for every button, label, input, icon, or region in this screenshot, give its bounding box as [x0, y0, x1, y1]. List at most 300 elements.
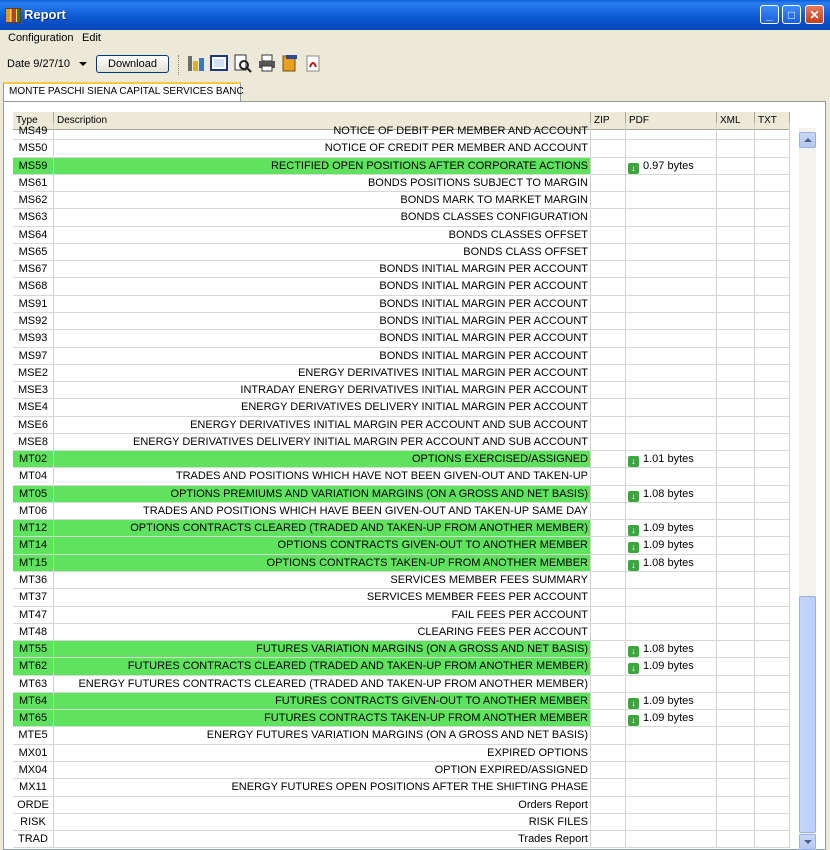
- maximize-button[interactable]: □: [782, 5, 801, 24]
- pdf-size-link[interactable]: 0.97 bytes: [643, 159, 694, 172]
- row-type: MX11: [13, 779, 54, 795]
- row-xml: [717, 140, 755, 156]
- table-row[interactable]: [13, 658, 790, 675]
- row-zip: [591, 434, 626, 450]
- row-txt: [755, 123, 790, 139]
- row-pdf: [626, 779, 717, 795]
- row-type: MT48: [13, 624, 54, 640]
- row-description: OPTIONS CONTRACTS CLEARED (TRADED AND TAKEN-UP FROM ANOTHER MEMBER): [54, 520, 591, 536]
- row-xml: [717, 451, 755, 467]
- table-row[interactable]: [13, 417, 790, 434]
- row-zip: [591, 555, 626, 571]
- pdf-size-link[interactable]: 1.08 bytes: [643, 643, 694, 656]
- row-xml: [717, 365, 755, 381]
- row-xml: [717, 641, 755, 657]
- scroll-thumb[interactable]: [799, 596, 816, 833]
- row-pdf: [626, 278, 717, 294]
- row-xml: [717, 278, 755, 294]
- row-type: MT62: [13, 658, 54, 674]
- table-row[interactable]: [13, 330, 790, 347]
- row-type: MT37: [13, 589, 54, 605]
- table-row[interactable]: [13, 296, 790, 313]
- row-zip: [591, 451, 626, 467]
- table-row[interactable]: [13, 572, 790, 589]
- row-txt: [755, 779, 790, 795]
- row-zip: [591, 365, 626, 381]
- pdf-size-link[interactable]: 1.09 bytes: [643, 694, 694, 707]
- row-pdf: [626, 330, 717, 346]
- row-txt: [755, 296, 790, 312]
- row-zip: [591, 762, 626, 778]
- row-txt: [755, 745, 790, 761]
- col-pdf[interactable]: PDF: [626, 112, 717, 129]
- row-pdf: [626, 192, 717, 208]
- table-row[interactable]: [13, 503, 790, 520]
- table-row[interactable]: [13, 745, 790, 762]
- row-description: BONDS CLASSES CONFIGURATION: [54, 209, 591, 225]
- row-pdf: [626, 745, 717, 761]
- row-txt: [755, 589, 790, 605]
- tools-icon[interactable]: [186, 53, 206, 73]
- row-description: BONDS INITIAL MARGIN PER ACCOUNT: [54, 348, 591, 364]
- table-row[interactable]: [13, 209, 790, 226]
- row-xml: [717, 520, 755, 536]
- row-txt: [755, 227, 790, 243]
- table-row[interactable]: [13, 140, 790, 157]
- row-description: FUTURES CONTRACTS TAKEN-UP FROM ANOTHER MEMBER: [54, 710, 591, 726]
- row-txt: [755, 555, 790, 571]
- row-zip: [591, 209, 626, 225]
- row-pdf: [626, 503, 717, 519]
- pdf-size-link[interactable]: 1.09 bytes: [643, 660, 694, 673]
- row-txt: [755, 572, 790, 588]
- row-txt: [755, 693, 790, 709]
- row-xml: [717, 607, 755, 623]
- row-description: BONDS INITIAL MARGIN PER ACCOUNT: [54, 278, 591, 294]
- minimize-button[interactable]: _: [760, 5, 779, 24]
- row-txt: [755, 607, 790, 623]
- row-description: EXPIRED OPTIONS: [54, 745, 591, 761]
- download-icon[interactable]: ↓: [628, 491, 639, 502]
- row-zip: [591, 693, 626, 709]
- row-type: MS62: [13, 192, 54, 208]
- table-row[interactable]: [13, 123, 790, 140]
- table-row[interactable]: [13, 555, 790, 572]
- row-txt: [755, 468, 790, 484]
- row-zip: [591, 520, 626, 536]
- row-pdf: [626, 227, 717, 243]
- row-type: MT63: [13, 676, 54, 692]
- row-pdf: [626, 641, 717, 657]
- row-txt: [755, 520, 790, 536]
- menu-edit[interactable]: Edit: [82, 32, 101, 44]
- row-type: MT05: [13, 486, 54, 502]
- row-zip: [591, 658, 626, 674]
- row-pdf: [626, 348, 717, 364]
- row-txt: [755, 348, 790, 364]
- row-zip: [591, 140, 626, 156]
- row-zip: [591, 607, 626, 623]
- row-txt: [755, 503, 790, 519]
- row-pdf: [626, 555, 717, 571]
- row-description: BONDS INITIAL MARGIN PER ACCOUNT: [54, 330, 591, 346]
- row-pdf: [626, 175, 717, 191]
- close-button[interactable]: ✕: [805, 5, 824, 24]
- pdf-size-link[interactable]: 1.09 bytes: [643, 712, 694, 725]
- row-type: MS65: [13, 244, 54, 260]
- table-row[interactable]: [13, 624, 790, 641]
- row-zip: [591, 814, 626, 830]
- row-description: NOTICE OF CREDIT PER MEMBER AND ACCOUNT: [54, 140, 591, 156]
- row-type: MT04: [13, 468, 54, 484]
- row-description: INTRADAY ENERGY DERIVATIVES INITIAL MARGIN PER ACCOUNT: [54, 382, 591, 398]
- date-selector[interactable]: Date 9/27/10: [7, 58, 70, 70]
- row-pdf: [626, 244, 717, 260]
- row-description: RECTIFIED OPEN POSITIONS AFTER CORPORATE ACTIONS: [54, 158, 591, 174]
- row-txt: [755, 244, 790, 260]
- row-description: BONDS MARK TO MARKET MARGIN: [54, 192, 591, 208]
- row-pdf: [626, 607, 717, 623]
- table-row[interactable]: [13, 486, 790, 503]
- col-txt[interactable]: TXT: [755, 112, 790, 129]
- row-zip: [591, 192, 626, 208]
- row-type: MS68: [13, 278, 54, 294]
- table-row[interactable]: [13, 779, 790, 796]
- row-xml: [717, 123, 755, 139]
- row-txt: [755, 831, 790, 847]
- table-row[interactable]: [13, 520, 790, 537]
- table-row[interactable]: [13, 313, 790, 330]
- row-zip: [591, 537, 626, 553]
- row-pdf: [626, 486, 717, 502]
- pdf-size-link[interactable]: 1.08 bytes: [643, 487, 694, 500]
- row-xml: [717, 261, 755, 277]
- row-xml: [717, 296, 755, 312]
- row-description: OPTIONS CONTRACTS TAKEN-UP FROM ANOTHER MEMBER: [54, 555, 591, 571]
- row-txt: [755, 192, 790, 208]
- chevron-down-icon[interactable]: [79, 62, 87, 66]
- row-zip: [591, 244, 626, 260]
- tab-strip: [0, 82, 830, 102]
- download-icon[interactable]: ↓: [628, 525, 639, 536]
- row-description: ENERGY DERIVATIVES DELIVERY INITIAL MARGIN PER ACCOUNT: [54, 399, 591, 415]
- row-zip: [591, 348, 626, 364]
- row-description: ENERGY FUTURES CONTRACTS CLEARED (TRADED AND TAKEN-UP FROM ANOTHER MEMBER): [54, 676, 591, 692]
- row-txt: [755, 814, 790, 830]
- row-type: MS63: [13, 209, 54, 225]
- row-pdf: [626, 797, 717, 813]
- row-txt: [755, 451, 790, 467]
- row-zip: [591, 831, 626, 847]
- row-description: BONDS CLASS OFFSET: [54, 244, 591, 260]
- row-description: FUTURES CONTRACTS GIVEN-OUT TO ANOTHER MEMBER: [54, 693, 591, 709]
- table-row[interactable]: [13, 693, 790, 710]
- row-pdf: [626, 417, 717, 433]
- row-type: MSE3: [13, 382, 54, 398]
- table-row[interactable]: [13, 261, 790, 278]
- table-row[interactable]: [13, 451, 790, 468]
- row-description: OPTIONS EXERCISED/ASSIGNED: [54, 451, 591, 467]
- row-type: MT15: [13, 555, 54, 571]
- row-txt: [755, 537, 790, 553]
- row-txt: [755, 762, 790, 778]
- table-row[interactable]: [13, 831, 790, 848]
- row-zip: [591, 710, 626, 726]
- row-pdf: [626, 831, 717, 847]
- row-type: MSE6: [13, 417, 54, 433]
- row-txt: [755, 797, 790, 813]
- table-row[interactable]: [13, 589, 790, 606]
- row-zip: [591, 382, 626, 398]
- row-pdf: [626, 658, 717, 674]
- row-pdf: [626, 399, 717, 415]
- tab-member[interactable]: MONTE PASCHI SIENA CAPITAL SERVICES BANC: [3, 82, 241, 102]
- row-pdf: [626, 468, 717, 484]
- download-icon[interactable]: ↓: [628, 456, 639, 467]
- table-row[interactable]: [13, 537, 790, 554]
- download-button[interactable]: Download: [96, 55, 169, 73]
- row-txt: [755, 209, 790, 225]
- row-description: FAIL FEES PER ACCOUNT: [54, 607, 591, 623]
- row-txt: [755, 140, 790, 156]
- col-description[interactable]: Description: [54, 112, 591, 129]
- row-zip: [591, 641, 626, 657]
- window-title: Report: [24, 7, 66, 22]
- row-zip: [591, 227, 626, 243]
- row-xml: [717, 693, 755, 709]
- table-row[interactable]: [13, 710, 790, 727]
- table-row[interactable]: [13, 227, 790, 244]
- row-description: BONDS INITIAL MARGIN PER ACCOUNT: [54, 261, 591, 277]
- row-zip: [591, 468, 626, 484]
- row-pdf: [626, 261, 717, 277]
- row-pdf: [626, 589, 717, 605]
- row-pdf: [626, 365, 717, 381]
- col-xml[interactable]: XML: [717, 112, 755, 129]
- row-type: ORDE: [13, 797, 54, 813]
- row-zip: [591, 278, 626, 294]
- row-xml: [717, 624, 755, 640]
- download-icon[interactable]: ↓: [628, 560, 639, 571]
- row-type: MS93: [13, 330, 54, 346]
- row-pdf: [626, 693, 717, 709]
- row-type: MT65: [13, 710, 54, 726]
- scroll-up-button[interactable]: [799, 132, 816, 148]
- row-type: MS64: [13, 227, 54, 243]
- table-row[interactable]: [13, 158, 790, 175]
- table-row[interactable]: [13, 382, 790, 399]
- row-txt: [755, 382, 790, 398]
- table-row[interactable]: [13, 676, 790, 693]
- row-pdf: [626, 209, 717, 225]
- row-xml: [717, 209, 755, 225]
- row-description: CLEARING FEES PER ACCOUNT: [54, 624, 591, 640]
- row-xml: [717, 486, 755, 502]
- toolbar: [0, 49, 830, 79]
- row-xml: [717, 227, 755, 243]
- row-zip: [591, 261, 626, 277]
- row-xml: [717, 175, 755, 191]
- row-type: MS92: [13, 313, 54, 329]
- row-description: OPTION EXPIRED/ASSIGNED: [54, 762, 591, 778]
- table-row[interactable]: [13, 434, 790, 451]
- row-zip: [591, 503, 626, 519]
- pdf-size-link[interactable]: 1.01 bytes: [643, 453, 694, 466]
- pdf-icon[interactable]: [303, 53, 323, 73]
- report-table: [13, 112, 790, 850]
- row-xml: [717, 192, 755, 208]
- row-zip: [591, 399, 626, 415]
- row-txt: [755, 641, 790, 657]
- row-type: MSE4: [13, 399, 54, 415]
- row-description: OPTIONS CONTRACTS GIVEN-OUT TO ANOTHER MEMBER: [54, 537, 591, 553]
- row-type: MS61: [13, 175, 54, 191]
- row-type: MX01: [13, 745, 54, 761]
- table-row[interactable]: [13, 348, 790, 365]
- row-pdf: [626, 451, 717, 467]
- printer-icon[interactable]: [257, 53, 277, 73]
- row-zip: [591, 486, 626, 502]
- row-description: FUTURES CONTRACTS CLEARED (TRADED AND TAKEN-UP FROM ANOTHER MEMBER): [54, 658, 591, 674]
- menu-configuration[interactable]: Configuration: [8, 32, 74, 44]
- table-row[interactable]: [13, 278, 790, 295]
- row-pdf: [626, 537, 717, 553]
- toolbar-separator: [178, 55, 180, 75]
- download-icon[interactable]: ↓: [628, 163, 639, 174]
- download-icon[interactable]: ↓: [628, 663, 639, 674]
- row-type: MS97: [13, 348, 54, 364]
- row-pdf: [626, 676, 717, 692]
- row-zip: [591, 589, 626, 605]
- table-row[interactable]: [13, 399, 790, 416]
- row-zip: [591, 779, 626, 795]
- pdf-size-link[interactable]: 1.09 bytes: [643, 522, 694, 535]
- row-pdf: [626, 727, 717, 743]
- row-zip: [591, 123, 626, 139]
- row-description: BONDS INITIAL MARGIN PER ACCOUNT: [54, 296, 591, 312]
- vertical-scrollbar[interactable]: [799, 128, 816, 850]
- row-zip: [591, 175, 626, 191]
- row-xml: [717, 814, 755, 830]
- col-type[interactable]: Type: [13, 112, 54, 129]
- row-xml: [717, 244, 755, 260]
- download-icon[interactable]: ↓: [628, 542, 639, 553]
- row-txt: [755, 676, 790, 692]
- row-xml: [717, 468, 755, 484]
- row-xml: [717, 676, 755, 692]
- table-row[interactable]: [13, 762, 790, 779]
- row-type: MS49: [13, 123, 54, 139]
- download-icon[interactable]: ↓: [628, 646, 639, 657]
- row-xml: [717, 537, 755, 553]
- pdf-size-link[interactable]: 1.08 bytes: [643, 556, 694, 569]
- row-type: MSE8: [13, 434, 54, 450]
- pdf-size-link[interactable]: 1.09 bytes: [643, 539, 694, 552]
- table-row[interactable]: [13, 727, 790, 744]
- row-pdf: [626, 123, 717, 139]
- frame-icon[interactable]: [209, 53, 229, 73]
- row-type: MT55: [13, 641, 54, 657]
- table-row[interactable]: [13, 192, 790, 209]
- row-pdf: [626, 572, 717, 588]
- row-description: Orders Report: [54, 797, 591, 813]
- table-row[interactable]: [13, 641, 790, 658]
- row-type: MSE2: [13, 365, 54, 381]
- row-description: ENERGY FUTURES OPEN POSITIONS AFTER THE SHIFTING PHASE: [54, 779, 591, 795]
- row-zip: [591, 797, 626, 813]
- row-type: MT02: [13, 451, 54, 467]
- row-txt: [755, 313, 790, 329]
- table-row[interactable]: [13, 468, 790, 485]
- row-xml: [717, 710, 755, 726]
- row-txt: [755, 158, 790, 174]
- row-txt: [755, 624, 790, 640]
- row-description: ENERGY FUTURES VARIATION MARGINS (ON A GROSS AND NET BASIS): [54, 727, 591, 743]
- table-row[interactable]: [13, 797, 790, 814]
- row-type: MT06: [13, 503, 54, 519]
- row-description: BONDS INITIAL MARGIN PER ACCOUNT: [54, 313, 591, 329]
- row-xml: [717, 762, 755, 778]
- title-bar: [0, 0, 830, 30]
- download-icon[interactable]: ↓: [628, 698, 639, 709]
- row-type: MT47: [13, 607, 54, 623]
- table-row[interactable]: [13, 607, 790, 624]
- row-xml: [717, 555, 755, 571]
- row-description: ENERGY DERIVATIVES INITIAL MARGIN PER ACCOUNT AND SUB ACCOUNT: [54, 417, 591, 433]
- table-row[interactable]: [13, 175, 790, 192]
- table-row[interactable]: [13, 244, 790, 261]
- row-zip: [591, 745, 626, 761]
- row-xml: [717, 745, 755, 761]
- row-description: Trades Report: [54, 831, 591, 847]
- row-txt: [755, 278, 790, 294]
- row-zip: [591, 158, 626, 174]
- print-preview-icon[interactable]: [232, 53, 252, 73]
- row-zip: [591, 296, 626, 312]
- row-description: NOTICE OF DEBIT PER MEMBER AND ACCOUNT: [54, 123, 591, 139]
- row-zip: [591, 624, 626, 640]
- scroll-down-button[interactable]: [799, 834, 816, 850]
- row-xml: [717, 417, 755, 433]
- row-zip: [591, 676, 626, 692]
- row-description: BONDS POSITIONS SUBJECT TO MARGIN: [54, 175, 591, 191]
- row-zip: [591, 313, 626, 329]
- row-txt: [755, 486, 790, 502]
- table-row[interactable]: [13, 814, 790, 831]
- row-pdf: [626, 140, 717, 156]
- row-description: SERVICES MEMBER FEES PER ACCOUNT: [54, 589, 591, 605]
- books-icon: [5, 8, 21, 23]
- row-zip: [591, 727, 626, 743]
- row-xml: [717, 779, 755, 795]
- row-type: MS50: [13, 140, 54, 156]
- row-type: MS91: [13, 296, 54, 312]
- row-xml: [717, 727, 755, 743]
- row-description: TRADES AND POSITIONS WHICH HAVE BEEN GIVEN-OUT AND TAKEN-UP SAME DAY: [54, 503, 591, 519]
- table-row[interactable]: [13, 365, 790, 382]
- export-icon[interactable]: [280, 53, 300, 73]
- row-type: MS67: [13, 261, 54, 277]
- row-pdf: [626, 382, 717, 398]
- col-zip[interactable]: ZIP: [591, 112, 626, 129]
- row-type: MT12: [13, 520, 54, 536]
- row-type: MX04: [13, 762, 54, 778]
- row-pdf: [626, 624, 717, 640]
- row-zip: [591, 330, 626, 346]
- row-pdf: [626, 710, 717, 726]
- download-icon[interactable]: ↓: [628, 715, 639, 726]
- row-txt: [755, 365, 790, 381]
